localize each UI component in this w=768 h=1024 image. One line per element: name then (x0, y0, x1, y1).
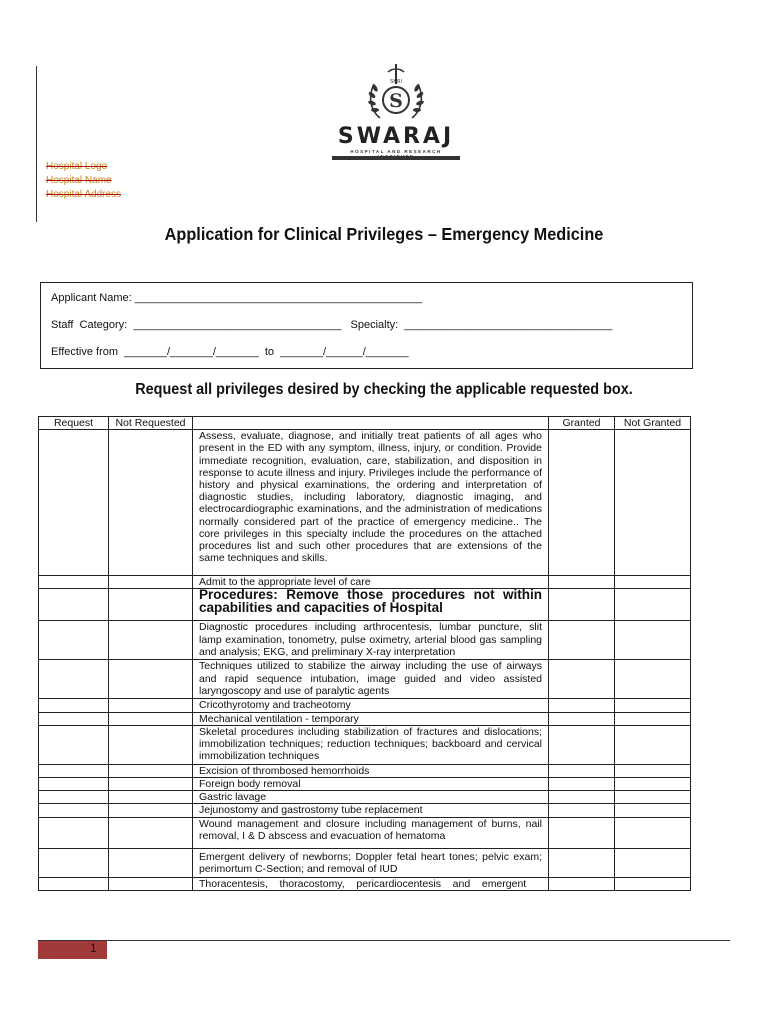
granted-checkbox-cell[interactable] (549, 725, 615, 764)
request-checkbox-cell[interactable] (39, 430, 109, 576)
table-row (39, 725, 691, 764)
privilege-description: Skeletal procedures including stabilization of fractures and dislocations; immobilization techniques; reduction techniques; backboard and cervical immobilization techniques (193, 725, 549, 764)
table-row (39, 712, 691, 725)
request-checkbox-cell[interactable] (39, 804, 109, 817)
table-row (39, 778, 691, 791)
table-row (39, 699, 691, 712)
logo-subtitle: HOSPITAL AND RESEARCH (350, 149, 442, 154)
privilege-description: Diagnostic procedures including arthrocentesis, lumbar puncture, slit lamp examination, tonometry, pulse oximetry, arterial blood gas sampling and analysis; EKG, and preliminary X-ray interpretation (193, 621, 549, 660)
not-requested-checkbox-cell[interactable] (109, 725, 193, 764)
granted-checkbox-cell[interactable] (549, 576, 615, 589)
table-header-row (39, 417, 691, 430)
staff-category-line[interactable]: Staff Category: __________________________________ Specialty: __________________________________ (51, 319, 613, 331)
granted-checkbox-cell[interactable] (549, 712, 615, 725)
table-row (39, 430, 691, 576)
not-granted-checkbox-cell[interactable] (615, 430, 691, 576)
privilege-description: Admit to the appropriate level of care (193, 576, 549, 589)
granted-checkbox-cell[interactable] (549, 764, 615, 777)
table-row (39, 804, 691, 817)
col-header-not-requested: Not Requested (109, 417, 193, 430)
request-checkbox-cell[interactable] (39, 725, 109, 764)
table-row (39, 848, 691, 877)
not-requested-checkbox-cell[interactable] (109, 621, 193, 660)
col-header-description (193, 417, 549, 430)
table-row (39, 791, 691, 804)
request-checkbox-cell[interactable] (39, 877, 109, 890)
not-requested-checkbox-cell[interactable] (109, 817, 193, 848)
col-header-not-granted: Not Granted (615, 417, 691, 430)
laurel-emblem-icon (330, 62, 462, 124)
not-granted-checkbox-cell[interactable] (615, 660, 691, 699)
not-requested-checkbox-cell[interactable] (109, 712, 193, 725)
granted-checkbox-cell[interactable] (549, 699, 615, 712)
granted-checkbox-cell[interactable] (549, 430, 615, 576)
privilege-description: Cricothyrotomy and tracheotomy (193, 699, 549, 712)
not-granted-checkbox-cell[interactable] (615, 848, 691, 877)
privilege-description: Wound management and closure including management of burns, nail removal, I & D abscess and evacuation of hematoma (193, 817, 549, 848)
table-row (39, 660, 691, 699)
hospital-name-placeholder: Hospital Name (46, 175, 112, 186)
col-header-request: Request (39, 417, 109, 430)
request-checkbox-cell[interactable] (39, 621, 109, 660)
request-checkbox-cell[interactable] (39, 791, 109, 804)
granted-checkbox-cell[interactable] (549, 778, 615, 791)
privilege-description: Mechanical ventilation - temporary (193, 712, 549, 725)
page-title: Application for Clinical Privileges – Emergency Medicine (164, 224, 604, 244)
effective-dates-line[interactable]: Effective from _______/_______/_______ to _______/______/_______ (51, 346, 409, 358)
not-granted-checkbox-cell[interactable] (615, 877, 691, 890)
request-checkbox-cell[interactable] (39, 589, 109, 621)
request-checkbox-cell[interactable] (39, 699, 109, 712)
privilege-description: Jejunostomy and gastrostomy tube replacement (193, 804, 549, 817)
privilege-description: Foreign body removal (193, 778, 549, 791)
granted-checkbox-cell[interactable] (549, 589, 615, 621)
not-granted-checkbox-cell[interactable] (615, 778, 691, 791)
request-checkbox-cell[interactable] (39, 660, 109, 699)
logo-wordmark: SWARAJ (337, 124, 455, 149)
swaraj-logo (330, 62, 462, 162)
granted-checkbox-cell[interactable] (549, 848, 615, 877)
page-number: 1 (90, 941, 97, 955)
not-requested-checkbox-cell[interactable] (109, 778, 193, 791)
procedures-heading: Procedures: Remove those procedures not within capabilities and capacities of Hospital (193, 589, 549, 621)
request-checkbox-cell[interactable] (39, 817, 109, 848)
footer-rule (38, 940, 730, 941)
granted-checkbox-cell[interactable] (549, 804, 615, 817)
not-requested-checkbox-cell[interactable] (109, 699, 193, 712)
hospital-logo-placeholder: Hospital Logo (46, 161, 108, 172)
hospital-placeholder-block (46, 160, 121, 202)
applicant-name-line[interactable]: Applicant Name: _______________________________________________ (51, 292, 423, 304)
table-row (39, 589, 691, 621)
not-granted-checkbox-cell[interactable] (615, 764, 691, 777)
not-granted-checkbox-cell[interactable] (615, 699, 691, 712)
privilege-description: Excision of thrombosed hemorrhoids (193, 764, 549, 777)
request-checkbox-cell[interactable] (39, 712, 109, 725)
request-checkbox-cell[interactable] (39, 778, 109, 791)
not-granted-checkbox-cell[interactable] (615, 725, 691, 764)
table-row (39, 764, 691, 777)
left-margin-rule (36, 66, 37, 222)
logo-underline (332, 156, 460, 160)
not-requested-checkbox-cell[interactable] (109, 764, 193, 777)
instruction-heading: Request all privileges desired by checking the applicable requested box. (135, 381, 633, 398)
not-requested-checkbox-cell[interactable] (109, 430, 193, 576)
granted-checkbox-cell[interactable] (549, 660, 615, 699)
not-requested-checkbox-cell[interactable] (109, 589, 193, 621)
granted-checkbox-cell[interactable] (549, 877, 615, 890)
hospital-address-placeholder: Hospital Address (46, 189, 122, 200)
not-granted-checkbox-cell[interactable] (615, 817, 691, 848)
granted-checkbox-cell[interactable] (549, 621, 615, 660)
col-header-granted: Granted (549, 417, 615, 430)
table-row (39, 621, 691, 660)
not-granted-checkbox-cell[interactable] (615, 576, 691, 589)
request-checkbox-cell[interactable] (39, 764, 109, 777)
request-checkbox-cell[interactable] (39, 576, 109, 589)
not-granted-checkbox-cell[interactable] (615, 712, 691, 725)
granted-checkbox-cell[interactable] (549, 791, 615, 804)
not-requested-checkbox-cell[interactable] (109, 804, 193, 817)
not-granted-checkbox-cell[interactable] (615, 589, 691, 621)
not-requested-checkbox-cell[interactable] (109, 877, 193, 890)
not-requested-checkbox-cell[interactable] (109, 660, 193, 699)
privilege-description: Thoracentesis, thoracostomy, pericardiocentesis and emergent (193, 877, 549, 890)
svg-text:S: S (389, 90, 403, 112)
not-granted-checkbox-cell[interactable] (615, 791, 691, 804)
privilege-description: Gastric lavage (193, 791, 549, 804)
privileges-table (38, 416, 691, 891)
applicant-info-box (40, 282, 693, 369)
table-row (39, 877, 691, 890)
svg-text:SHRI: SHRI (390, 79, 402, 85)
not-granted-checkbox-cell[interactable] (615, 621, 691, 660)
not-requested-checkbox-cell[interactable] (109, 791, 193, 804)
table-row (39, 817, 691, 848)
granted-checkbox-cell[interactable] (549, 817, 615, 848)
not-requested-checkbox-cell[interactable] (109, 848, 193, 877)
not-granted-checkbox-cell[interactable] (615, 804, 691, 817)
privilege-description: Assess, evaluate, diagnose, and initially treat patients of all ages who present in the ED with any symptom, illness, injury, or condition. Provide immediate recognition, evaluation, care, stabilization, and disposition in response to acute illness and injury. Privileges include the performance of history and physical examinations, the ordering and interpretation of diagnostic studies, including laboratory, diagnostic imaging, and electrocardiographic examinations, and the administration of medications normally considered part of the practice of emergency medicine.. The core privileges in this specialty include the procedures on the attached procedures list and such other procedures that are extensions of the same techniques and skills. (193, 430, 549, 576)
not-requested-checkbox-cell[interactable] (109, 576, 193, 589)
privilege-description: Techniques utilized to stabilize the airway including the use of airways and rapid sequence intubation, image guided and video assisted laryngoscopy and use of paralytic agents (193, 660, 549, 699)
privilege-description: Emergent delivery of newborns; Doppler fetal heart tones; pelvic exam; perimortum C-Section; and removal of IUD (193, 848, 549, 877)
request-checkbox-cell[interactable] (39, 848, 109, 877)
